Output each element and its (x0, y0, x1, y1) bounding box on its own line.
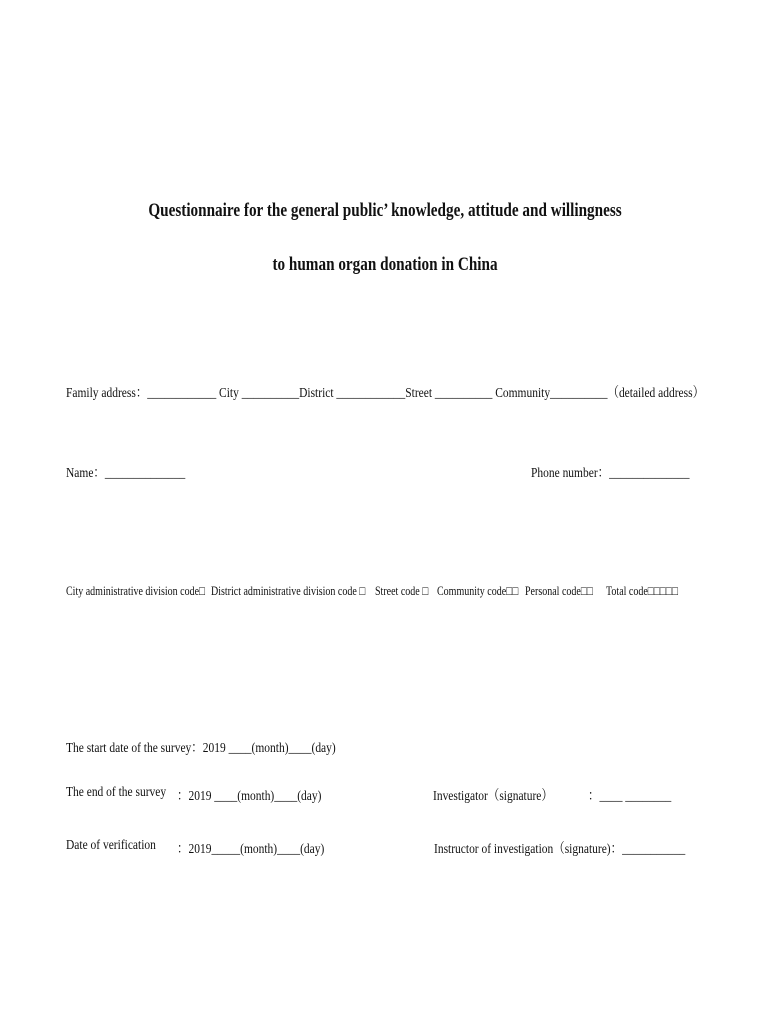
community-code-field: Community code□□ (437, 584, 519, 598)
verification-date-label: Date of verification (66, 838, 156, 853)
district-code-field: District administrative division code □ (211, 584, 366, 598)
street-code-field: Street code □ (375, 584, 429, 598)
survey-end-label: The end of the survey (66, 785, 167, 800)
title-line-1: Questionnaire for the general public’ knowledge, attitude and willingness (148, 200, 622, 221)
instructor-signature-field: Instructor of investigation（signature)：___________ (434, 842, 686, 857)
personal-code-field: Personal code□□ (525, 584, 593, 598)
city-code-field: City administrative division code□ (66, 584, 206, 598)
survey-end-date: ：2019 ____(month)____(day) (177, 789, 322, 804)
phone-number-field: Phone number：______________ (531, 466, 690, 481)
verification-date: ：2019_____(month)____(day) (177, 842, 325, 857)
investigator-signature-field: ：____ ________ (588, 789, 672, 804)
title-line-2: to human organ donation in China (272, 254, 498, 275)
investigator-signature-label: Investigator（signature） (433, 789, 553, 804)
survey-start-date: The start date of the survey：2019 ____(month)____(day) (66, 741, 336, 756)
family-address-line: Family address：____________ City __________District ____________Street __________ Community__________（detailed address） (66, 386, 705, 401)
total-code-field: Total code□□□□□ (606, 584, 678, 598)
name-field: Name：______________ (66, 466, 186, 481)
